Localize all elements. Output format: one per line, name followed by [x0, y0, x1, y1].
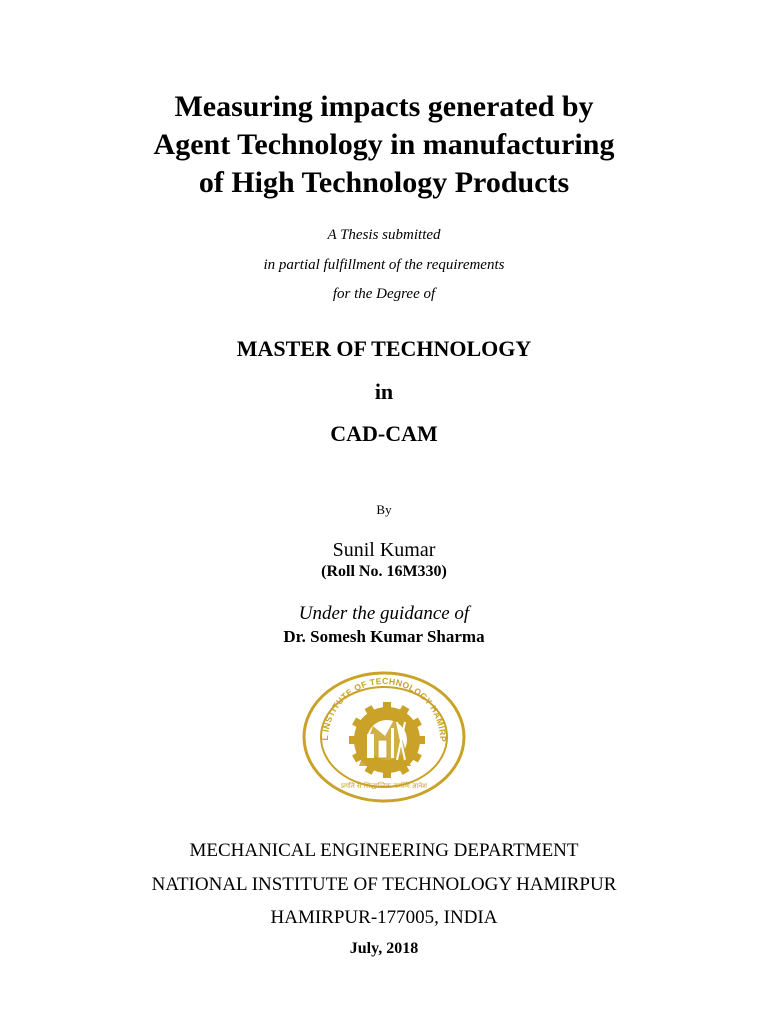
submission-line-3: for the Degree of	[332, 286, 436, 302]
institute-emblem-icon	[301, 670, 467, 804]
author-roll-number: (Roll No. 16M330)	[321, 563, 447, 580]
thesis-title-line-1: Measuring impacts generated by	[174, 90, 594, 123]
submission-line-2: in partial fulfillment of the requirements	[263, 257, 505, 273]
degree-name: MASTER OF TECHNOLOGY	[236, 336, 532, 361]
degree-connector: in	[374, 379, 394, 404]
emblem-motto: प्रगति से सिद्धान्तिक कर्मणि ज्ञानेश	[340, 782, 428, 790]
supervisor-name: Dr. Somesh Kumar Sharma	[283, 627, 485, 646]
submission-line-1: A Thesis submitted	[327, 227, 441, 243]
guidance-label: Under the guidance of	[298, 603, 470, 624]
institute-name: NATIONAL INSTITUTE OF TECHNOLOGY HAMIRPUR	[151, 874, 617, 895]
department-name: MECHANICAL ENGINEERING DEPARTMENT	[189, 840, 579, 861]
degree-specialization: CAD-CAM	[330, 421, 438, 446]
institute-address: HAMIRPUR-177005, INDIA	[270, 907, 498, 928]
emblem-ring-text: L INSTITUTE OF TECHNOLOGY HAMIRP	[319, 675, 449, 743]
thesis-title-line-3: of High Technology Products	[198, 166, 570, 199]
author-name: Sunil Kumar	[332, 539, 436, 561]
thesis-title-line-2: Agent Technology in manufacturing	[153, 128, 615, 161]
by-label: By	[376, 502, 392, 517]
submission-date: July, 2018	[349, 940, 419, 957]
